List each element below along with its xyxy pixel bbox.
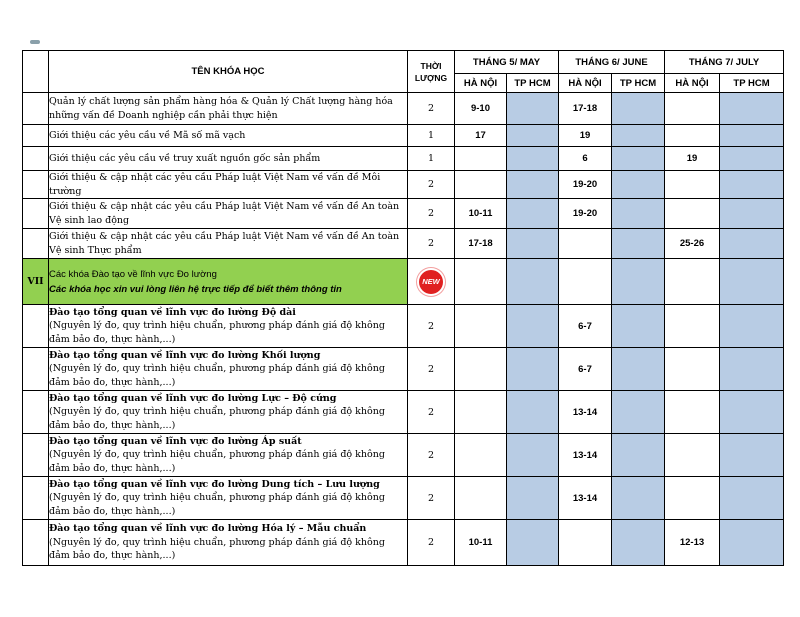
course-title: Đào tạo tổng quan về lĩnh vực đo lường Độ dài (49, 306, 296, 318)
may-hanoi-date (455, 305, 507, 348)
june-hanoi-date (559, 229, 612, 259)
june-hcm-date (612, 125, 665, 147)
may-hcm-date (507, 520, 559, 566)
row-index (23, 348, 49, 391)
july-hanoi-date (665, 391, 720, 434)
course-duration: 2 (408, 93, 455, 125)
july-hcm-date (720, 147, 784, 171)
table-row (23, 391, 784, 434)
course-title: Đào tạo tổng quan về lĩnh vực đo lường Hóa lý – Mẫu chuẩn (49, 523, 367, 535)
july-hanoi-date (665, 259, 720, 305)
may-hcm-date (507, 171, 559, 199)
course-duration: 2 (408, 348, 455, 391)
july-hanoi-date: 19 (665, 147, 720, 171)
june-hcm-date (612, 171, 665, 199)
july-hcm-date (720, 434, 784, 477)
header-june-hanoi: HÀ NỘI (559, 74, 612, 93)
section-title: Các khóa Đào tạo về lĩnh vực Đo lường (49, 268, 217, 280)
may-hanoi-date (455, 477, 507, 520)
may-hanoi-date: 9-10 (455, 93, 507, 125)
may-hanoi-date (455, 147, 507, 171)
may-hcm-date (507, 434, 559, 477)
june-hanoi-date: 6-7 (559, 305, 612, 348)
header-july-hanoi: HÀ NỘI (665, 74, 720, 93)
row-index (23, 199, 49, 229)
june-hanoi-date: 19 (559, 125, 612, 147)
june-hanoi-date: 13-14 (559, 391, 612, 434)
may-hcm-date (507, 477, 559, 520)
june-hanoi-date: 6-7 (559, 348, 612, 391)
header-july-hcm: TP HCM (720, 74, 784, 93)
course-name: Giới thiệu & cập nhật các yêu cầu Pháp luật Việt Nam về vấn đề An toàn Vệ sinh Thực phẩm (49, 229, 408, 259)
june-hanoi-date: 19-20 (559, 171, 612, 199)
course-duration: 2 (408, 520, 455, 566)
course-duration: 1 (408, 125, 455, 147)
june-hcm-date (612, 305, 665, 348)
july-hanoi-date: 25-26 (665, 229, 720, 259)
may-hanoi-date (455, 434, 507, 477)
may-hanoi-date (455, 391, 507, 434)
header-month-july: THÁNG 7/ JULY (665, 51, 784, 74)
header-june-hcm: TP HCM (612, 74, 665, 93)
row-index (23, 171, 49, 199)
june-hcm-date (612, 348, 665, 391)
course-description: (Nguyên lý đo, quy trình hiệu chuẩn, phương pháp đánh giá độ không đảm bảo đo, thực hành,...) (49, 536, 385, 562)
row-index (23, 434, 49, 477)
table-row (23, 434, 784, 477)
header-row-months (23, 51, 784, 74)
course-duration: 2 (408, 391, 455, 434)
course-title: Đào tạo tổng quan về lĩnh vực đo lường Lực – Độ cứng (49, 392, 337, 404)
course-name: Quản lý chất lượng sản phẩm hàng hóa & Quản lý Chất lượng hàng hóa những vấn đề Doanh nghiệp cần phải thực hiện (49, 93, 408, 125)
table-row (23, 520, 784, 566)
header-corner (23, 51, 49, 93)
page-corner-mark (30, 40, 40, 44)
course-name (49, 391, 408, 434)
header-month-june: THÁNG 6/ JUNE (559, 51, 665, 74)
july-hanoi-date (665, 199, 720, 229)
course-duration: 1 (408, 147, 455, 171)
may-hcm-date (507, 199, 559, 229)
header-may-hcm: TP HCM (507, 74, 559, 93)
june-hcm-date (612, 434, 665, 477)
june-hanoi-date: 13-14 (559, 434, 612, 477)
course-name: Giới thiệu & cập nhật các yêu cầu Pháp luật Việt Nam về vấn đề An toàn Vệ sinh lao động (49, 199, 408, 229)
course-duration: 2 (408, 229, 455, 259)
table-row (23, 199, 784, 229)
july-hcm-date (720, 520, 784, 566)
may-hcm-date (507, 259, 559, 305)
july-hcm-date (720, 305, 784, 348)
course-title: Đào tạo tổng quan về lĩnh vực đo lường Khối lượng (49, 349, 321, 361)
course-schedule-table (22, 50, 784, 566)
june-hcm-date (612, 259, 665, 305)
row-index (23, 147, 49, 171)
course-description: (Nguyên lý đo, quy trình hiệu chuẩn, phương pháp đánh giá độ không đảm bảo đo, thực hành,...) (49, 320, 385, 345)
june-hanoi-date: 6 (559, 147, 612, 171)
july-hanoi-date (665, 434, 720, 477)
table-row (23, 93, 784, 125)
june-hcm-date (612, 199, 665, 229)
row-index (23, 93, 49, 125)
june-hcm-date (612, 93, 665, 125)
row-index (23, 520, 49, 566)
july-hanoi-date: 12-13 (665, 520, 720, 566)
section-subtitle: Các khóa học xin vui lòng liên hệ trực tiếp để biết thêm thông tin (49, 283, 342, 295)
may-hcm-date (507, 391, 559, 434)
july-hcm-date (720, 391, 784, 434)
may-hcm-date (507, 348, 559, 391)
course-duration: 2 (408, 171, 455, 199)
may-hanoi-date: 10-11 (455, 520, 507, 566)
june-hanoi-date: 13-14 (559, 477, 612, 520)
course-description: (Nguyên lý đo, quy trình hiệu chuẩn, phương pháp đánh giá độ không đảm bảo đo, thực hành,...) (49, 449, 385, 474)
course-description: (Nguyên lý đo, quy trình hiệu chuẩn, phương pháp đánh giá độ không đảm bảo đo, thực hành,...) (49, 492, 385, 517)
course-name (49, 305, 408, 348)
table-row (23, 477, 784, 520)
may-hanoi-date (455, 259, 507, 305)
may-hanoi-date: 17 (455, 125, 507, 147)
july-hanoi-date (665, 125, 720, 147)
course-duration: 2 (408, 305, 455, 348)
july-hanoi-date (665, 93, 720, 125)
june-hcm-date (612, 229, 665, 259)
course-duration: 2 (408, 434, 455, 477)
header-course-name: TÊN KHÓA HỌC (49, 51, 408, 93)
june-hanoi-date (559, 520, 612, 566)
row-index (23, 125, 49, 147)
table-row (23, 171, 784, 199)
course-title: Đào tạo tổng quan về lĩnh vực đo lường Áp suất (49, 435, 302, 447)
course-name (49, 434, 408, 477)
new-badge: NEW (419, 270, 443, 294)
header-month-may: THÁNG 5/ MAY (455, 51, 559, 74)
july-hanoi-date (665, 348, 720, 391)
table-row (23, 305, 784, 348)
july-hanoi-date (665, 171, 720, 199)
may-hcm-date (507, 125, 559, 147)
july-hcm-date (720, 348, 784, 391)
may-hcm-date (507, 93, 559, 125)
course-name (49, 477, 408, 520)
july-hcm-date (720, 477, 784, 520)
july-hcm-date (720, 93, 784, 125)
may-hcm-date (507, 229, 559, 259)
section-number: VII (23, 259, 49, 305)
june-hcm-date (612, 520, 665, 566)
course-name: Giới thiệu các yêu cầu về truy xuất nguồn gốc sản phẩm (49, 147, 408, 171)
july-hcm-date (720, 199, 784, 229)
may-hanoi-date (455, 348, 507, 391)
july-hanoi-date (665, 477, 720, 520)
table-row (23, 125, 784, 147)
may-hcm-date (507, 305, 559, 348)
course-name: Giới thiệu các yêu cầu về Mã số mã vạch (49, 125, 408, 147)
july-hcm-date (720, 259, 784, 305)
june-hcm-date (612, 477, 665, 520)
july-hanoi-date (665, 305, 720, 348)
header-duration-line2: LƯỢNG (414, 72, 448, 83)
may-hanoi-date (455, 171, 507, 199)
course-name: Giới thiệu & cập nhật các yêu cầu Pháp luật Việt Nam về vấn đề Môi trường (49, 171, 408, 199)
section-row (23, 259, 784, 305)
june-hanoi-date (559, 259, 612, 305)
header-duration (408, 51, 455, 93)
section-heading (49, 259, 408, 305)
course-duration: 2 (408, 477, 455, 520)
may-hcm-date (507, 147, 559, 171)
table-row (23, 348, 784, 391)
row-index (23, 477, 49, 520)
may-hanoi-date: 17-18 (455, 229, 507, 259)
row-index (23, 305, 49, 348)
july-hcm-date (720, 229, 784, 259)
table-row (23, 147, 784, 171)
june-hcm-date (612, 391, 665, 434)
header-may-hanoi: HÀ NỘI (455, 74, 507, 93)
course-title: Đào tạo tổng quan về lĩnh vực đo lường Dung tích – Lưu lượng (49, 478, 380, 490)
may-hanoi-date: 10-11 (455, 199, 507, 229)
july-hcm-date (720, 171, 784, 199)
course-duration: 2 (408, 199, 455, 229)
course-name (49, 520, 408, 566)
course-description: (Nguyên lý đo, quy trình hiệu chuẩn, phương pháp đánh giá độ không đảm bảo đo, thực hành,...) (49, 363, 385, 388)
course-name (49, 348, 408, 391)
june-hanoi-date: 19-20 (559, 199, 612, 229)
july-hcm-date (720, 125, 784, 147)
row-index (23, 229, 49, 259)
header-duration-line1: THỜI (420, 60, 442, 71)
june-hanoi-date: 17-18 (559, 93, 612, 125)
june-hcm-date (612, 147, 665, 171)
section-badge-cell (408, 259, 455, 305)
row-index (23, 391, 49, 434)
course-description: (Nguyên lý đo, quy trình hiệu chuẩn, phương pháp đánh giá độ không đảm bảo đo, thực hành,...) (49, 406, 385, 431)
table-row (23, 229, 784, 259)
